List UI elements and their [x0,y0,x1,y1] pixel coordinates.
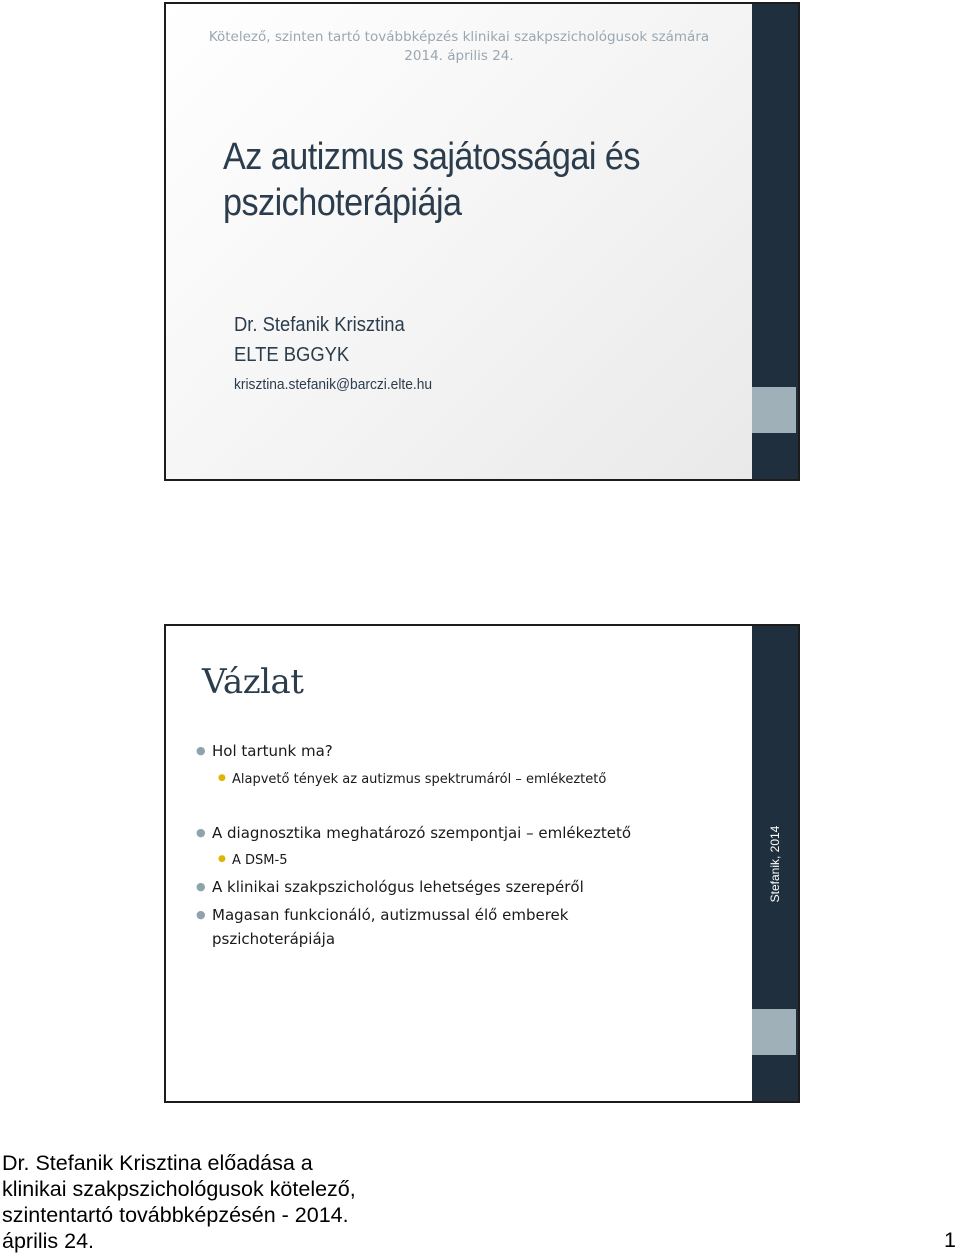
bullet-item [196,906,569,924]
sub-bullet-item [218,772,607,787]
title-slide [164,2,800,481]
bullet-text: Hol tartunk ma? [212,742,333,760]
presentation-title [223,134,691,226]
footer-line2: klinikai szakpszichológusok kötelező, [2,1177,356,1201]
author-name: Dr. Stefanik Krisztina [234,314,405,336]
bullet-text: Magasan funkcionáló, autizmussal élő emberek [212,906,569,924]
footer-line3: szintentartó továbbképzésén - 2014. [2,1203,349,1227]
sub-bullet-dot-icon: ● [218,854,226,864]
bullet-dot-icon: ● [196,880,206,893]
sub-bullet-dot-icon: ● [218,773,226,783]
author-institution: ELTE BGGYK [234,344,350,366]
event-note-date: 2014. április 24. [404,48,514,64]
sub-bullet-item [218,853,288,868]
outline-slide [164,624,800,1103]
bullet-item [196,824,632,842]
sub-bullet-text: A DSM-5 [232,853,288,868]
bullet-dot-icon: ● [196,908,206,921]
bullet-continuation [212,930,335,948]
presentation-title-line2: pszichoterápiája [223,182,462,224]
sidebar-accent-block [752,387,796,433]
page-footer [2,1150,902,1254]
slide-sidebar [752,4,798,479]
presentation-title-line1: Az autizmus sajátosságai és [223,136,640,178]
bullet-item [196,878,584,896]
sub-bullet-text: Alapvető tények az autizmus spektrumáról – emlékeztető [232,772,607,787]
outline-slide-body [166,626,752,1101]
bullet-dot-icon: ● [196,744,206,757]
footer-line1: Dr. Stefanik Krisztina előadása a [2,1151,313,1175]
author-email: krisztina.stefanik@barczi.elte.hu [234,376,433,393]
bullet-text: A diagnosztika meghatározó szempontjai – emlékeztető [212,824,632,842]
title-slide-body [166,4,752,479]
footer-line4: április 24. [2,1229,95,1253]
outline-title: Vázlat [202,662,304,702]
bullet-text: A klinikai szakpszichológus lehetséges szerepéről [212,878,584,896]
bullet-dot-icon: ● [196,826,206,839]
event-note [166,28,752,66]
event-note-line1: Kötelező, szinten tartó továbbképzés klinikai szakpszichológusok számára [208,29,710,45]
bullet-item [196,742,333,760]
slide-sidebar [752,626,798,1101]
bullet-text: pszichoterápiája [212,930,336,948]
page-number: 1 [944,1228,956,1252]
sidebar-accent-block [752,1009,796,1055]
sidebar-credit: Stefanik, 2014 [768,825,782,902]
